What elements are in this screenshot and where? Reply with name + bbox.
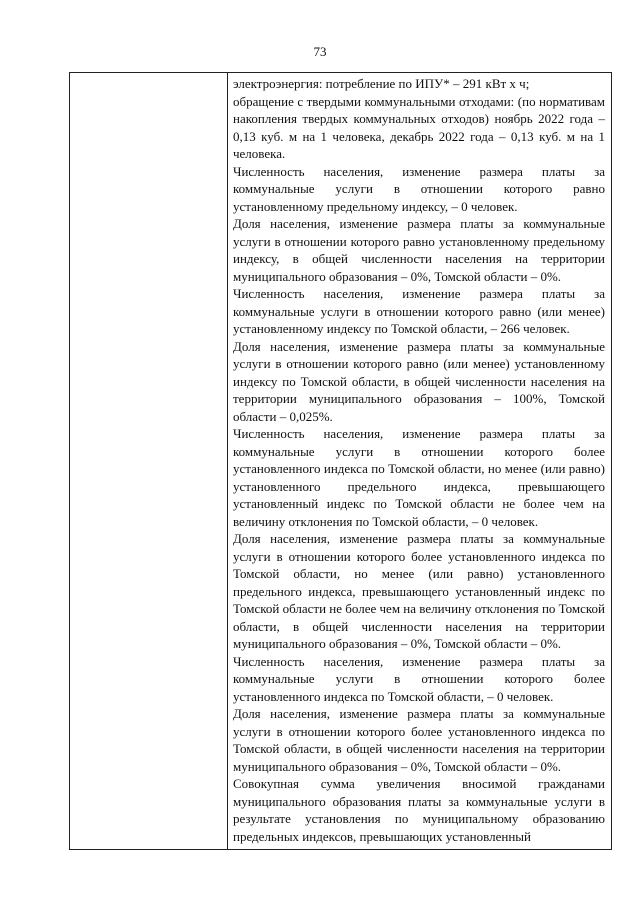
page-number: 73 [313, 44, 327, 59]
paragraph-share-above-index: Доля населения, изменение размера платы за коммунальные услуги в отношении которого более установленного индекса по Томской области, в общей численности населения на территории муниципального образования – 0%, Томской области – 0%. [233, 706, 605, 774]
table-right-cell [228, 73, 611, 849]
paragraph-share-equal-limit: Доля населения, изменение размера платы за коммунальные услуги в отношении которого равно установленному предельному индексу, в общей численности населения на территории муниципального образования – 0%, Томской области – 0%. [233, 216, 605, 284]
paragraph-population-equal-or-less-index: Численность населения, изменение размера платы за коммунальные услуги в отношении которого равно (или менее) установленному индексу по Томской области, – 266 человек. [233, 286, 605, 336]
table-left-cell [70, 73, 228, 849]
paragraph-share-above-index-within-deviation: Доля населения, изменение размера платы за коммунальные услуги в отношении которого более установленного индекса по Томской области, но менее (или равно) установленного предельного индекса, превышающего установленный индекс по Томской области не более чем на величину отклонения по Томской области, в общей численности населения на территории муниципального образования – 0%, Томской области – 0%. [233, 531, 605, 651]
document-table [69, 72, 612, 850]
paragraph-population-above-index: Численность населения, изменение размера платы за коммунальные услуги в отношении которого более установленного индекса по Томской области, – 0 человек. [233, 653, 605, 704]
paragraph-electricity: электроэнергия: потребление по ИПУ* – 291 кВт х ч; [233, 76, 530, 91]
paragraph-population-above-index-within-deviation: Численность населения, изменение размера платы за коммунальные услуги в отношении которого более установленного индекса по Томской области, но менее (или равно) установленного предельного индекса, превышающего установленный индекс по Томской области не более чем на величину отклонения по Томской области, – 0 человек. [233, 426, 605, 529]
paragraph-share-equal-or-less-index: Доля населения, изменение размера платы за коммунальные услуги в отношении которого равно (или менее) установленному индексу по Томской области, в общей численности населения на территории муниципального образования – 100%, Томской области – 0,025%. [233, 338, 605, 424]
paragraph-waste: обращение с твердыми коммунальными отходами: (по нормативам накопления твердых коммунальных отходов) ноябрь 2022 года – 0,13 куб. м на 1 человека, декабрь 2022 года – 0,13 куб. м на 1 человека. [233, 93, 605, 161]
paragraph-total-increase: Совокупная сумма увеличения вносимой гражданами муниципального образования платы за коммунальные услуги в результате установления по муниципальному образованию предельных индексов, превышающих установленный [233, 776, 605, 844]
paragraph-population-equal-limit: Численность населения, изменение размера платы за коммунальные услуги в отношении которого равно установленному предельному индексу, – 0 человек. [233, 163, 605, 214]
